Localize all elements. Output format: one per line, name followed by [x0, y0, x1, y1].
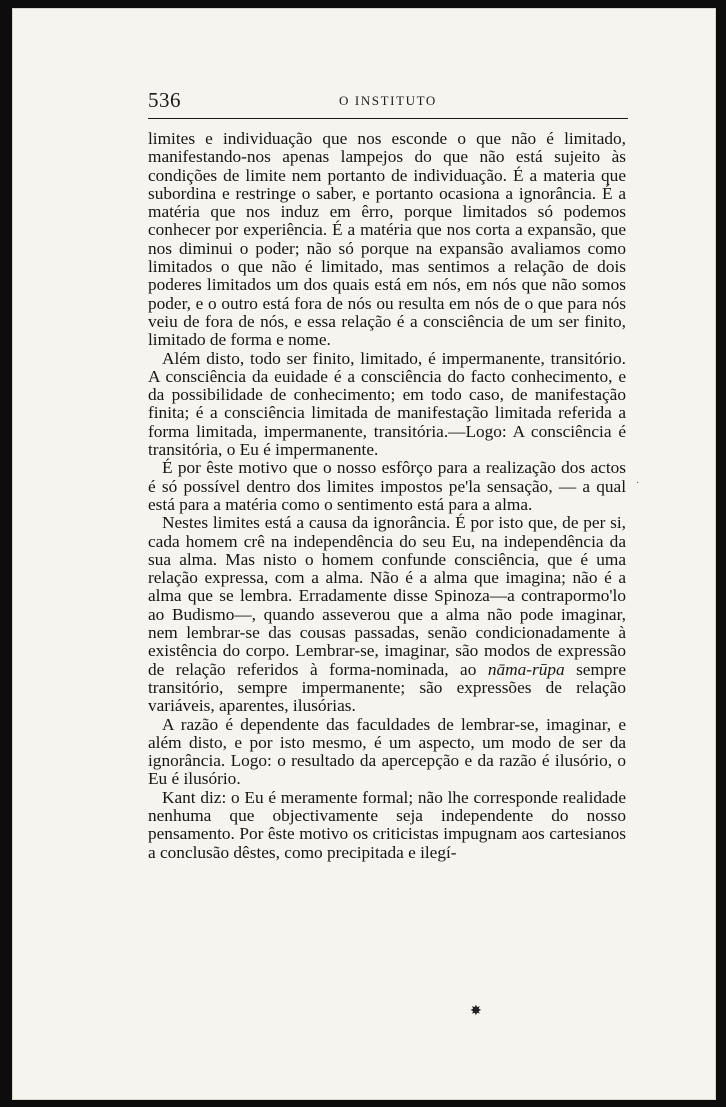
page-header — [148, 88, 628, 114]
margin-mark: · — [636, 478, 640, 489]
text-run: Nestes limites está a causa da ignorância. É por isto que, de per si, cada homem crê na independência do seu Eu, na independência da sua alma. Mas nisto o homem confunde consciência, que é uma relação expressa, com a alma. Não é a alma que imagina; não é a alma que se lembra. Erradamente disse Spinoza—a contrapormo'lo ao Budismo—, quando asseverou que a alma não pode imaginar, nem lembrar-se das cousas passadas, senão condicionadamente à existência do corpo. Lembrar-se, imaginar, são modos de expressão de relação referidos à forma-nominada, ao — [148, 513, 626, 679]
text-run: Além disto, todo ser finito, limitado, é impermanente, transitório. A consciência da euidade é a consciência do facto conhecimento, e da possibilidade de conhecimento; em todo caso, de manifestação finita; é a consciência limitada de manifestação limitada referida a forma limitada, impermanente, transitória.—Logo: A consciência é transitória, o Eu é impermanente. — [148, 348, 626, 460]
text-run: A razão é dependente das faculdades de lembrar-se, imaginar, e além disto, e por isto mesmo, é um aspecto, um modo de ser da ignorância. Logo: o resultado da apercepção e da razão é ilusório, o Eu é ilusório. — [148, 714, 626, 789]
body-text — [148, 130, 626, 862]
text-run: limites e individuação que nos esconde o que não é limitado, manifestando-nos apenas lampejos do que não está sujeito às condições de limite nem portanto de individuação. É a materia que subordina e restringe o saber, e portanto ocasiona a ignorância. É a matéria que nos induz em êrro, porque limitados só podemos conhecer por experiência. É a matéria que nos corta a expansão, que nos diminui o poder; não só porque na expansão avaliamos como limitados o que não é limitado, mas sentimos a relação de dois poderes limitados um dos quais está em nós, em nós que não somos poder, e o outro está fora de nós ou resulta em nós de o que para nós veiu de fora de nós, e essa relação é a consciência de um ser finito, limitado de forma e nome. — [148, 129, 626, 350]
paragraph — [148, 789, 626, 862]
paragraph — [148, 350, 626, 460]
paragraph — [148, 716, 626, 789]
footer-ornament-icon: ✸ — [470, 1004, 482, 1019]
page-number: 536 — [148, 88, 181, 112]
text-run: Kant diz: o Eu é meramente formal; não lhe corresponde realidade nenhuma que objectivamente seja independente do nosso pensamento. Por êste motivo os criticistas impugnam aos cartesianos a conclusão dêstes, como precipitada e ilegí- — [148, 787, 626, 862]
text-run: sempre transitório, sempre impermanente; são expressões de relação variáveis, aparentes, ilusórias. — [148, 659, 626, 716]
italic-term: nāma-rūpa — [487, 659, 565, 679]
paragraph — [148, 459, 626, 514]
paragraph — [148, 130, 626, 350]
text-run: É por êste motivo que o nosso esfôrço para a realização dos actos é só possível dentro dos limites impostos pe'la sensação, — a qual está para a matéria como o sentimento está para a alma. — [148, 458, 626, 514]
running-title: O INSTITUTO — [339, 93, 437, 108]
header-rule — [148, 118, 628, 119]
paragraph — [148, 514, 626, 715]
